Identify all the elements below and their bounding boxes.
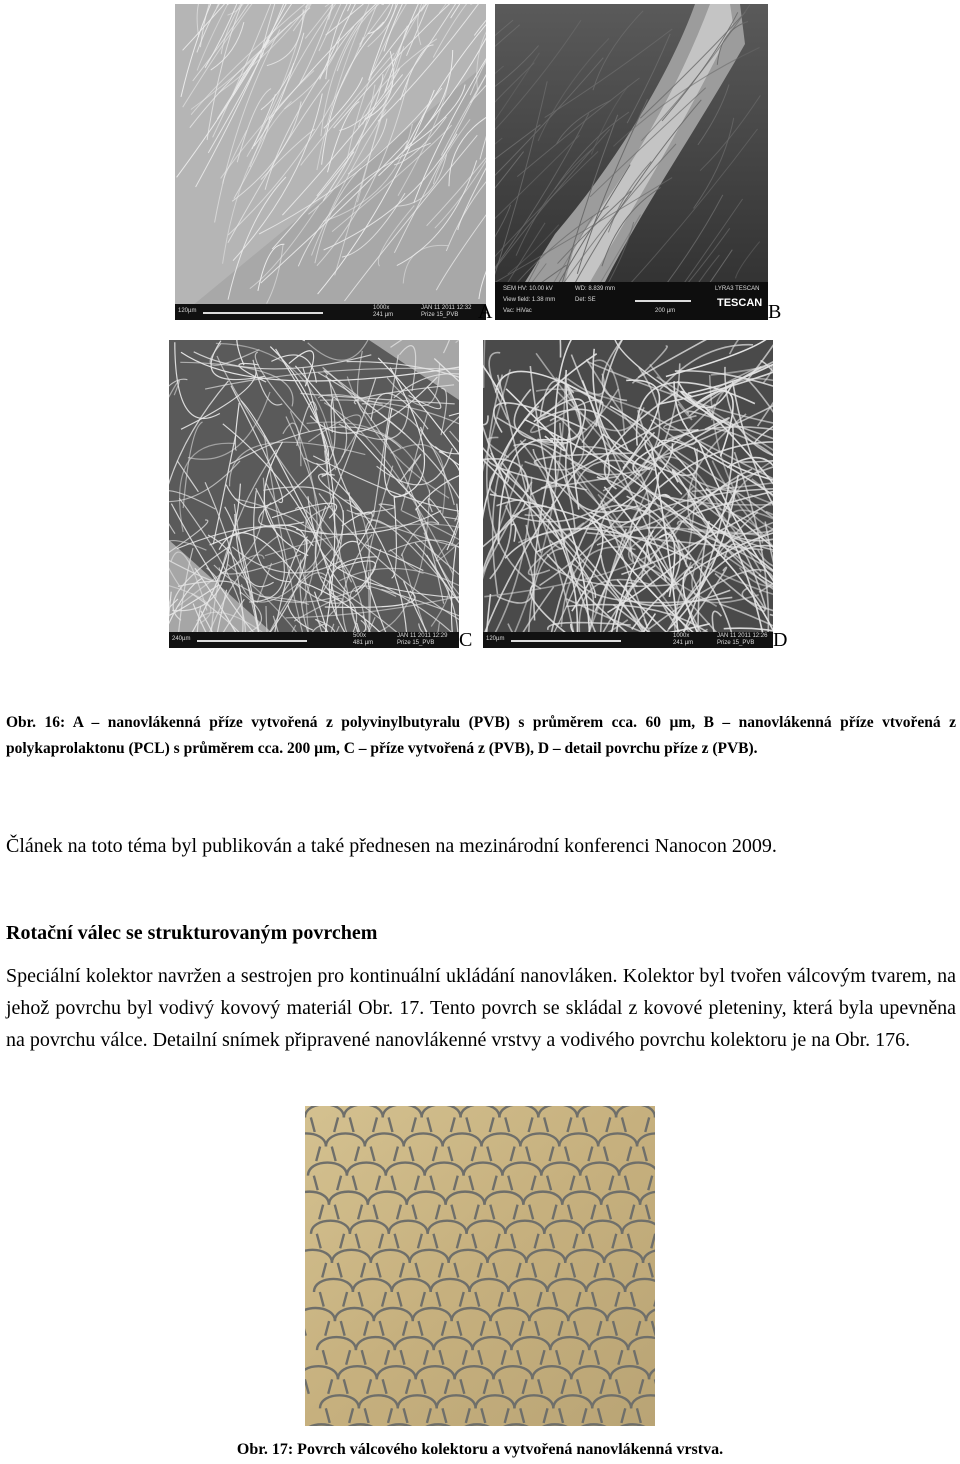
scale-bar [197, 640, 307, 642]
scale-bar [635, 300, 691, 302]
sem-image-a [175, 4, 486, 320]
collector-mesh-pattern [305, 1106, 655, 1426]
panel-label-a: A [478, 301, 493, 323]
scale-bar [203, 312, 323, 314]
figure-16-caption: Obr. 16: A – nanovlákenná příze vytvořená z polyvinylbutyralu (PVB) s průměrem cca. 60 µm, B – nanovlákenná příze vtvořená z polykaprolaktonu (PCL) s průměrem cca. 200 µm, C – příze vytvořená z (PVB), D – detail povrchu příze z (PVB). [6, 714, 956, 757]
article-note: Článek na toto téma byl publikován a také přednesen na mezinárodní konferenci Nanocon 2009. [6, 835, 777, 857]
panel-label-d: D [773, 629, 788, 651]
sem-footer-a: 120µm 1000x 241 µm JAN 11 2011 12:32 Prize 15_PVB [175, 304, 486, 320]
sem-image-a-fibers [175, 4, 486, 320]
scale-bar [511, 640, 621, 642]
sem-footer-c: 240µm 500x 481 µm JAN 11 2011 12:29 Prize 15_PVB [169, 632, 459, 648]
body-paragraph: Speciální kolektor navržen a sestrojen pro kontinuální ukládání nanovláken. Kolektor byl tvořen válcovým tvarem, na jehož povrchu byl vodivý kovový materiál Obr. 17. Tento povrch se skládal z kovové pleteniny, která byla upevněna na povrchu válce. Detailní snímek připravené nanovlákenné vrstvy a vodivého povrchu kolektoru je na Obr. 176. [6, 965, 956, 1051]
panel-label-b: B [768, 301, 782, 323]
section-heading: Rotační válec se strukturovaným povrchem [6, 922, 378, 944]
sem-image-d-fibers [483, 340, 773, 648]
figure-17-caption: Obr. 17: Povrch válcového kolektoru a vytvořená nanovlákenná vrstva. [236, 1441, 724, 1458]
sem-image-c-fibers [169, 340, 459, 648]
collector-mesh-photo [305, 1106, 655, 1426]
panel-label-c: C [459, 629, 473, 651]
sem-image-b-yarn [495, 4, 768, 320]
sem-image-b [495, 4, 768, 320]
sem-image-d [483, 340, 773, 648]
sem-image-c [169, 340, 459, 648]
sem-footer-b: SEM HV: 10.00 kV View field: 1.38 mm Vac: HiVac WD: 8.839 mm Det: SE 200 µm LYRA3 TESCAN TESCAN [495, 282, 768, 320]
sem-footer-d: 120µm 1000x 241 µm JAN 11 2011 12:26 Prize 15_PVB [483, 632, 773, 648]
